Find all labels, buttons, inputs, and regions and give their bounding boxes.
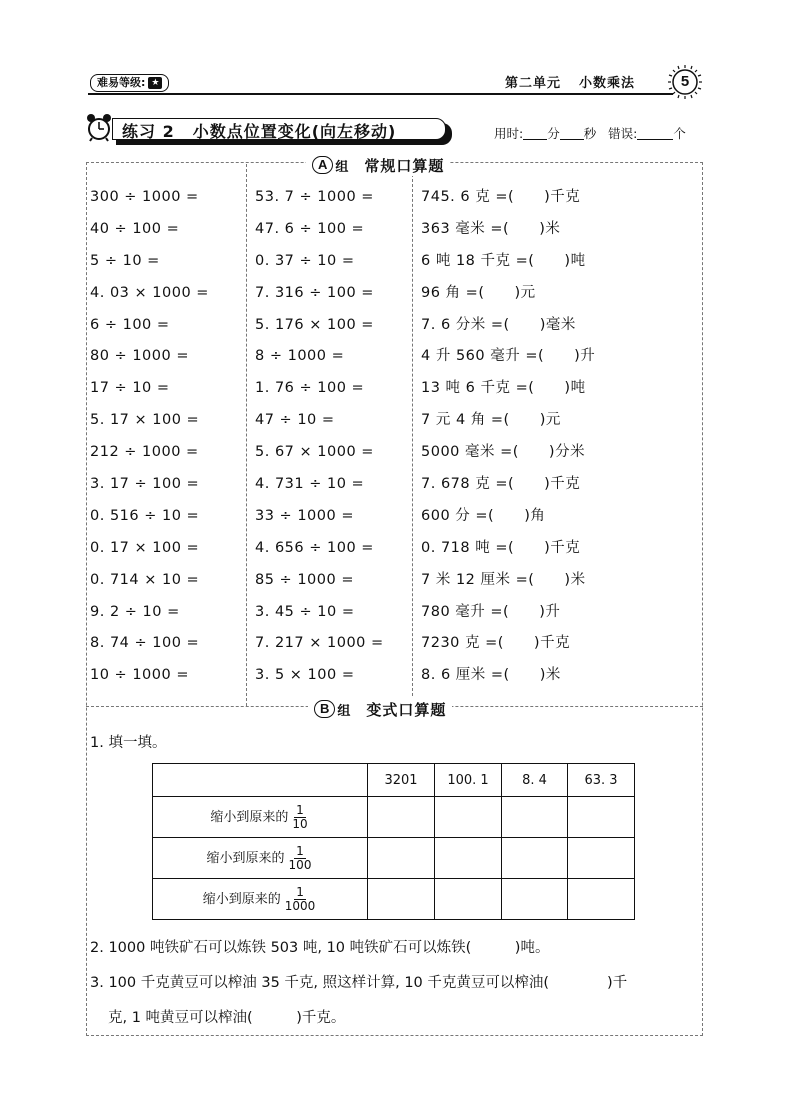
- answer-cell[interactable]: [502, 838, 568, 879]
- fraction-denominator: 10: [292, 816, 308, 831]
- problem: 7. 217 × 1000 =: [255, 635, 384, 652]
- problem: 4. 656 ÷ 100 =: [255, 539, 374, 556]
- table-header-row: [153, 764, 635, 797]
- fraction-numerator: 1: [296, 884, 304, 899]
- section-a-badge: A: [312, 156, 333, 174]
- question-3-line-2: 克, 1 吨黄豆可以榨油( )千克。: [108, 1010, 346, 1026]
- page-number: 5: [680, 73, 690, 90]
- table-header-cell: 8. 4: [502, 764, 568, 797]
- problem: 0. 718 吨 =( )千克: [421, 539, 581, 556]
- table-header-cell: 100. 1: [435, 764, 502, 797]
- problem: 5. 17 × 100 =: [90, 412, 200, 429]
- row-label: [153, 797, 368, 838]
- problem: 53. 7 ÷ 1000 =: [255, 189, 374, 205]
- fraction-numerator: 1: [296, 802, 304, 817]
- fill-table: [152, 763, 635, 920]
- problem: 9. 2 ÷ 10 =: [90, 603, 180, 620]
- answer-cell[interactable]: [568, 879, 635, 920]
- answer-cell[interactable]: [502, 797, 568, 838]
- problem: 0. 714 × 10 =: [90, 571, 200, 588]
- problem: 7230 克 =( )千克: [421, 635, 571, 652]
- table-header-cell: 63. 3: [568, 764, 635, 797]
- section-b-title: 变式口算题: [366, 700, 447, 719]
- second-label: 秒: [583, 126, 597, 141]
- problem: 0. 516 ÷ 10 =: [90, 507, 200, 524]
- row-label: [153, 879, 368, 920]
- topic-label: 小数乘法: [579, 76, 636, 91]
- table-header-cell: 3201: [368, 764, 435, 797]
- problem: 7 元 4 角 =( )元: [421, 412, 561, 429]
- fraction: [290, 804, 309, 831]
- problem: 40 ÷ 100 =: [90, 220, 180, 237]
- section-b-badge: B: [314, 700, 335, 718]
- problem: 85 ÷ 1000 =: [255, 571, 354, 588]
- table-row: [153, 879, 635, 920]
- problem: 0. 17 × 100 =: [90, 539, 200, 556]
- problems-column-2: [255, 181, 384, 691]
- answer-cell[interactable]: [502, 879, 568, 920]
- unit-label: 第二单元: [505, 76, 562, 91]
- problem: 4 升 560 毫升 =( )升: [421, 348, 596, 365]
- problem: 363 毫米 =( )米: [421, 220, 561, 237]
- answer-cell[interactable]: [368, 838, 435, 879]
- minute-label: 分: [547, 126, 560, 141]
- problem: 8 ÷ 1000 =: [255, 348, 345, 365]
- problem: 8. 6 厘米 =( )米: [421, 667, 561, 684]
- problem: 6 ÷ 100 =: [90, 316, 170, 333]
- problem: 3. 45 ÷ 10 =: [255, 603, 355, 620]
- problems-column-1: [90, 181, 209, 691]
- problem: 33 ÷ 1000 =: [255, 507, 354, 524]
- problem: 0. 37 ÷ 10 =: [255, 252, 355, 269]
- difficulty-badge: [90, 74, 169, 92]
- row-label: [153, 838, 368, 879]
- exercise-number: 练习 2: [122, 122, 175, 141]
- errors-blank[interactable]: [637, 126, 673, 140]
- problem: 8. 74 ÷ 100 =: [90, 635, 200, 652]
- problem: 3. 17 ÷ 100 =: [90, 476, 200, 493]
- answer-cell[interactable]: [368, 879, 435, 920]
- problem: 6 吨 18 千克 =( )吨: [421, 252, 586, 269]
- row-prefix: 缩小到原来的: [202, 891, 281, 907]
- section-a-title: 常规口算题: [364, 156, 445, 175]
- difficulty-label: 难易等级:: [97, 76, 146, 89]
- table-row: [153, 838, 635, 879]
- table-row: [153, 797, 635, 838]
- row-prefix: 缩小到原来的: [210, 809, 289, 825]
- section-b-badge-tail: 组: [337, 703, 351, 719]
- fraction-denominator: 1000: [284, 898, 316, 913]
- problem: 3. 5 × 100 =: [255, 667, 355, 684]
- column-divider-1: [246, 164, 247, 706]
- problem: 7 米 12 厘米 =( )米: [421, 571, 586, 588]
- problem: 4. 03 × 1000 =: [90, 284, 209, 301]
- second-blank[interactable]: [560, 126, 584, 140]
- answer-cell[interactable]: [435, 879, 502, 920]
- problem: 10 ÷ 1000 =: [90, 667, 189, 684]
- answer-cell[interactable]: [368, 797, 435, 838]
- problem: 5000 毫米 =( )分米: [421, 444, 586, 461]
- problem: 7. 6 分米 =( )毫米: [421, 316, 576, 333]
- problem: 17 ÷ 10 =: [90, 380, 170, 397]
- section-a-heading: [306, 154, 450, 176]
- fraction: [287, 845, 314, 872]
- fraction-denominator: 100: [288, 857, 312, 872]
- alarm-clock-icon: [84, 112, 114, 142]
- fraction: [283, 886, 318, 913]
- count-unit: 个: [673, 126, 686, 141]
- problem: 5 ÷ 10 =: [90, 252, 160, 269]
- section-b-heading: [308, 698, 452, 720]
- star-icon: ★: [148, 77, 162, 89]
- row-prefix: 缩小到原来的: [206, 850, 285, 866]
- problem: 7. 316 ÷ 100 =: [255, 284, 374, 301]
- exercise-title: 小数点位置变化(向左移动): [192, 122, 397, 141]
- problem: 80 ÷ 1000 =: [90, 348, 189, 365]
- problem: 7. 678 克 =( )千克: [421, 476, 581, 493]
- problem: 212 ÷ 1000 =: [90, 444, 199, 461]
- problem: 600 分 =( )角: [421, 507, 546, 524]
- errors-label: 错误:: [608, 126, 638, 141]
- answer-cell[interactable]: [435, 838, 502, 879]
- problem: 780 毫升 =( )升: [421, 603, 561, 620]
- section-a-badge-tail: 组: [335, 159, 349, 175]
- minute-blank[interactable]: [523, 126, 547, 140]
- question-1: 1. 填一填。: [90, 735, 167, 751]
- table-corner-cell: [153, 764, 368, 797]
- answer-cell[interactable]: [568, 838, 635, 879]
- page-number-badge: [667, 64, 703, 100]
- column-divider-2: [412, 164, 413, 706]
- problem: 4. 731 ÷ 10 =: [255, 476, 365, 493]
- exercise-title-banner: [112, 118, 452, 144]
- problems-column-3: [421, 181, 595, 691]
- problem: 1. 76 ÷ 100 =: [255, 380, 365, 397]
- fraction-numerator: 1: [296, 843, 304, 858]
- problem: 5. 67 × 1000 =: [255, 444, 374, 461]
- problem: 745. 6 克 =( )千克: [421, 189, 581, 205]
- unit-heading: [505, 72, 653, 91]
- problem: 13 吨 6 千克 =( )吨: [421, 380, 586, 397]
- problem: 47 ÷ 10 =: [255, 412, 335, 429]
- problem: 47. 6 ÷ 100 =: [255, 220, 365, 237]
- question-3-line-1: 3. 100 千克黄豆可以榨油 35 千克, 照这样计算, 10 千克黄豆可以榨油( )千: [90, 975, 628, 991]
- time-error-record: [494, 124, 686, 142]
- answer-cell[interactable]: [435, 797, 502, 838]
- header-rule: [88, 93, 673, 95]
- time-label: 用时:: [494, 126, 524, 141]
- question-2: 2. 1000 吨铁矿石可以炼铁 503 吨, 10 吨铁矿石可以炼铁( )吨。: [90, 940, 550, 956]
- answer-cell[interactable]: [568, 797, 635, 838]
- problem: 96 角 =( )元: [421, 284, 536, 301]
- problem: 5. 176 × 100 =: [255, 316, 374, 333]
- problem: 300 ÷ 1000 =: [90, 189, 199, 205]
